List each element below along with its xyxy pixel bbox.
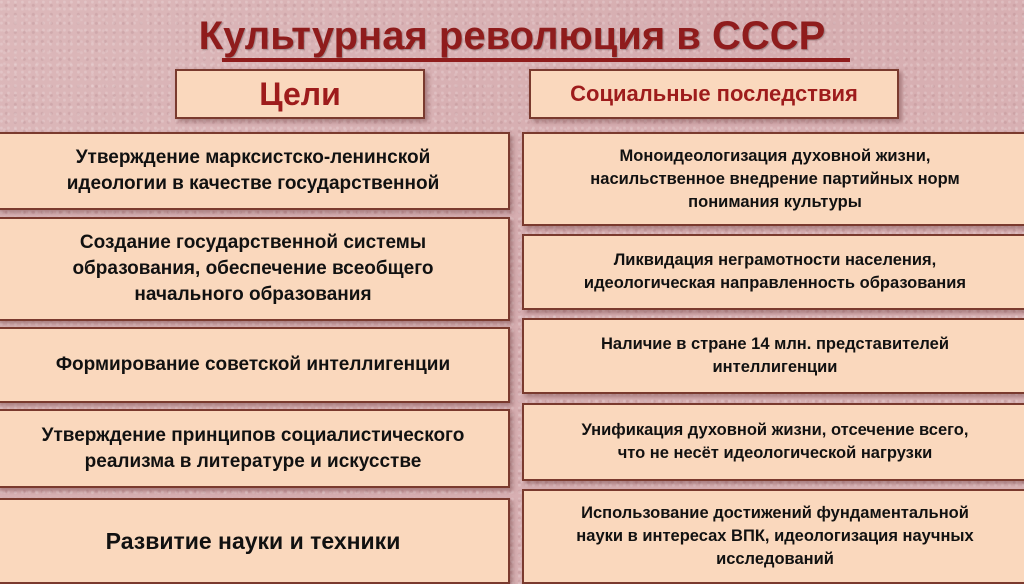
- goal-box-1: [0, 132, 510, 210]
- goal-text: Формирование советской интеллигенции: [55, 354, 451, 375]
- consequence-box-1: [522, 132, 1024, 226]
- goal-text: Утверждение марксистско-ленинской идеологии в качестве государственной: [66, 147, 440, 194]
- consequence-text: Ликвидация неграмотности населения, идеологическая направленность образования: [583, 251, 967, 292]
- slide-title: Культурная революция в СССР: [198, 14, 826, 58]
- goal-text: Создание государственной системы образования, обеспечение всеобщего начального образования: [72, 232, 434, 305]
- consequence-box-3: [522, 318, 1024, 394]
- goal-box-2: [0, 217, 510, 321]
- consequence-text: Наличие в стране 14 млн. представителей интеллигенции: [601, 335, 949, 376]
- goal-box-3: [0, 327, 510, 403]
- consequence-box-2: [522, 234, 1024, 310]
- consequence-text: Моноидеологизация духовной жизни, насильственное внедрение партийных норм понимания культуры: [590, 146, 960, 211]
- goal-text: Утверждение принципов социалистического реализма в литературе и искусстве: [41, 424, 465, 472]
- goal-text: Развитие науки и техники: [105, 528, 401, 554]
- goals-header: [175, 69, 425, 119]
- goal-box-5: [0, 498, 510, 584]
- title-underline: [222, 58, 850, 62]
- consequences-header-label: Социальные последствия: [570, 81, 858, 106]
- consequences-header: [529, 69, 899, 119]
- consequence-box-4: [522, 403, 1024, 481]
- goals-header-label: Цели: [259, 75, 341, 112]
- goal-box-4: [0, 409, 510, 488]
- consequence-text: Использование достижений фундаментальной науки в интересах ВПК, идеологизация научных исследований: [576, 504, 974, 568]
- consequence-box-5: [522, 489, 1024, 584]
- consequence-text: Унификация духовной жизни, отсечение всего, что не несёт идеологической нагрузки: [581, 421, 969, 462]
